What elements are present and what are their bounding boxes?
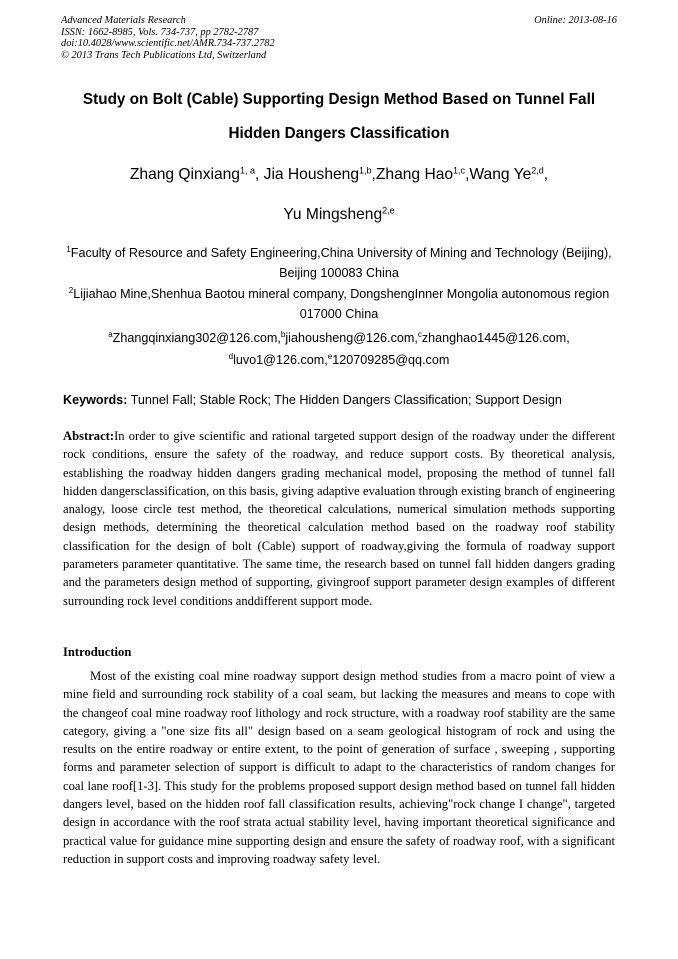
keywords-label: Keywords: xyxy=(63,393,128,407)
author-affil-sup: 1,c xyxy=(453,165,466,176)
affiliation-text: Beijing 100083 China xyxy=(279,265,399,280)
author-sep: , xyxy=(465,166,470,183)
affiliation-text: Faculty of Resource and Safety Engineering,China University of Mining and Technology (Beijing), xyxy=(70,246,612,260)
copyright-line: © 2013 Trans Tech Publications Ltd, Switzerland xyxy=(61,49,267,61)
keywords xyxy=(63,393,562,407)
affiliation-text: 017000 China xyxy=(299,306,379,321)
paper-title-line-1: Study on Bolt (Cable) Supporting Design Method Based on Tunnel Fall xyxy=(82,91,596,108)
affiliation-1 xyxy=(40,244,638,283)
issn-line: ISSN: 1662-8985, Vols. 734-737, pp 2782-2787 xyxy=(61,26,259,38)
author-affil-sup: 2,d xyxy=(531,165,544,176)
email-address: jiahousheng@126.com, xyxy=(285,331,418,345)
abstract-label: Abstract: xyxy=(63,429,115,443)
email-sup: b xyxy=(280,330,286,340)
online-date: Online: 2013-08-16 xyxy=(534,15,617,26)
keywords-text: Tunnel Fall; Stable Rock; The Hidden Dangers Classification; Support Design xyxy=(127,393,562,407)
abstract-text: In order to give scientific and rational targeted support design of the roadway under the different rock conditions, ensure the safety of the roadway, and reduce support costs. By theoretical analysis, establishing the roadway hidden dangers grading mechanical model, proposing the method of tunnel fall hidden dangersclassification, on this basis, giving adaptive evaluation through existing branch of engineering analogy, loose circle test method, the theoretical calculations, numerical simulation methods supporting design methods, determining the theoretical calculation method based on the roadway roof stability classification for the design of bolt (Cable) support of roadway,giving the formula of roadway support parameters parameter quantitative. The same time, the research based on tunnel fall hidden dangers grading and the parameters design method of supporting, givingroof support parameter design examples of different surrounding rock level conditions anddifferent support mode. xyxy=(63,429,615,608)
journal-name: Advanced Materials Research xyxy=(61,15,186,26)
doi-line: doi:10.4028/www.scientific.net/AMR.734-737.2782 xyxy=(61,38,275,50)
author-name: Zhang Qinxiang xyxy=(129,166,240,183)
email-address: luvo1@126.com, xyxy=(233,353,328,367)
author-list-line-2 xyxy=(40,206,638,224)
author-sep: , xyxy=(254,166,264,183)
author-sep: , xyxy=(371,166,376,183)
author-list-line-1 xyxy=(40,166,638,184)
author-affil-sup: 1,b xyxy=(359,165,372,176)
affiliation-2 xyxy=(40,285,638,324)
abstract xyxy=(63,427,615,610)
email-sup: c xyxy=(417,330,422,340)
email-address: Zhangqinxiang302@126.com, xyxy=(112,331,281,345)
email-sup: d xyxy=(228,352,234,362)
email-sup: e xyxy=(327,352,333,362)
email-address: zhanghao1445@126.com, xyxy=(421,331,570,345)
author-affil-sup: 1, a xyxy=(239,165,255,176)
email-address: 120709285@qq.com xyxy=(332,353,450,367)
introduction-paragraph: Most of the existing coal mine roadway support design method studies from a macro point of view a mine field and surrounding rock stability of a coal seam, but lacking the measures and means to cope with the changeof coal mine roadway roof lithology and rock structure, with a roadway roof stability are the same category, giving a "one size fits all" design based on a seam geological histogram of rock and using the results on the entire roadway or entire extent, to the point of generation of surface , sweeping , supporting forms and parameter selection of support is difficult to adapt to the characteristics of random changes for coal lane roof[1-3]. This study for the problems proposed support design method based on tunnel fall hidden dangers level, based on the hidden roof fall classification results, achieving"rock change I change", targeted design in accordance with the roof strata actual stability level, having important theoretical significance and practical value for guidance mine supporting design and ensure the safety of roadway roof, with a significant reduction in support costs and improving roadway safety level. xyxy=(63,669,615,866)
author-name: Yu Mingsheng xyxy=(283,206,383,223)
author-sep: , xyxy=(543,166,549,183)
email-list-line-2 xyxy=(40,351,638,371)
affiliation-sup: 2 xyxy=(68,286,74,296)
affiliation-sup: 1 xyxy=(66,245,71,255)
author-name: Wang Ye xyxy=(469,166,532,183)
author-affil-sup: 2,e xyxy=(382,205,395,216)
author-name: Jia Housheng xyxy=(263,166,360,183)
email-list-line-1 xyxy=(40,329,638,349)
affiliation-text: Lijiahao Mine,Shenhua Baotou mineral company, DongshengInner Mongolia autonomous region xyxy=(73,287,610,301)
author-name: Zhang Hao xyxy=(375,166,454,183)
email-sup: a xyxy=(108,330,113,340)
section-heading-introduction: Introduction xyxy=(63,645,132,659)
paper-title-line-2: Hidden Dangers Classification xyxy=(228,125,450,142)
journal-header xyxy=(61,15,617,61)
